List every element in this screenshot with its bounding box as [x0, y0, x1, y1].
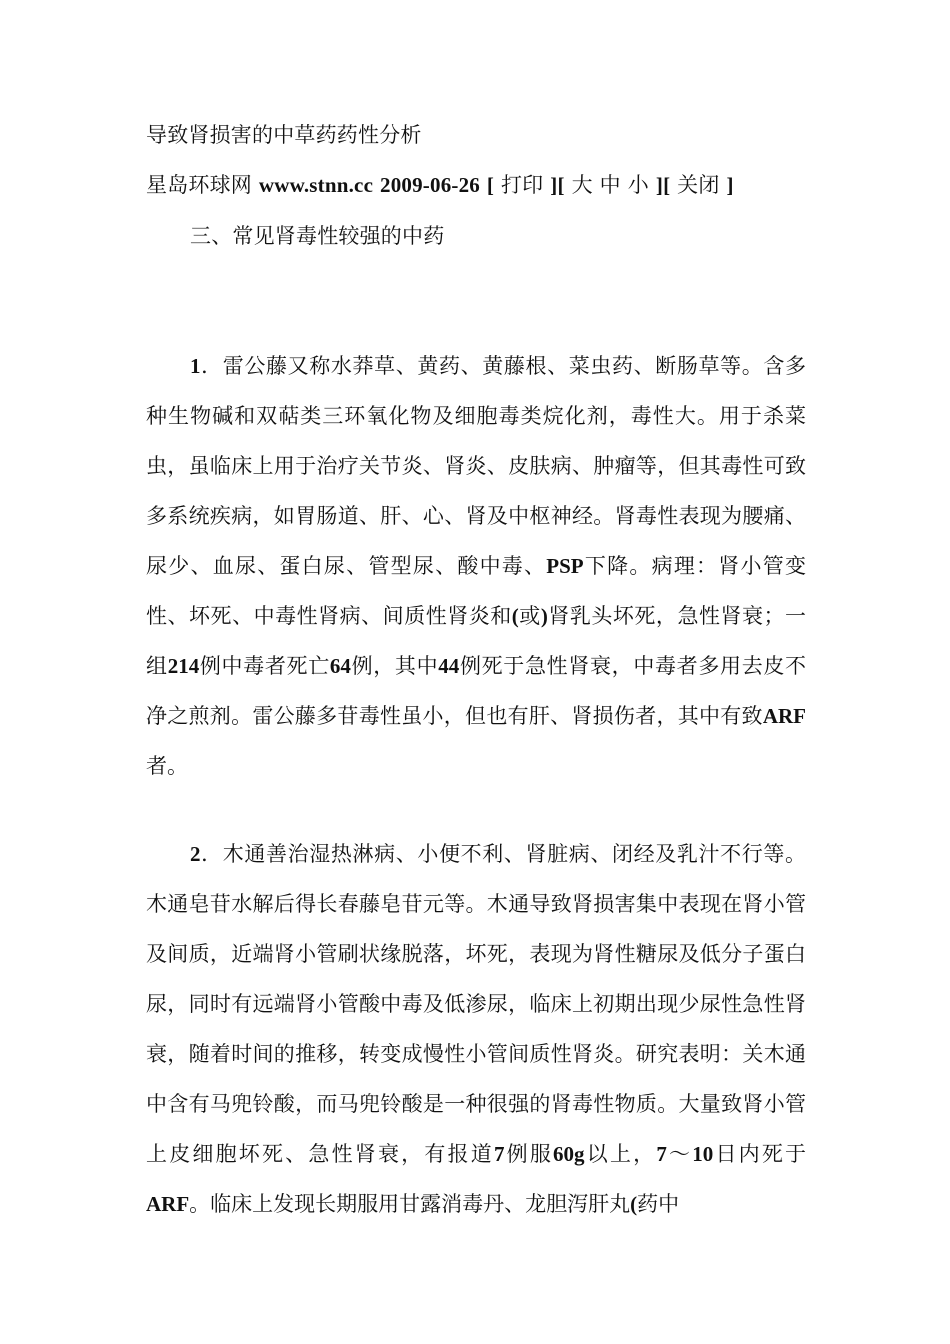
paragraph: [146, 341, 806, 791]
source-line: [146, 170, 734, 200]
paragraph-text-run: 214: [167, 654, 200, 678]
paragraph-text-run: PSP: [546, 554, 584, 578]
paragraph-number: 2: [190, 842, 201, 866]
paragraph: [146, 829, 806, 1229]
paragraph-text-run: ): [540, 604, 548, 628]
paragraph-text-run: 以上，: [584, 1142, 657, 1166]
paragraph-text-run: 10: [692, 1142, 714, 1166]
font-size-medium-link[interactable]: 中: [599, 173, 621, 197]
publish-date: 2009-06-26: [380, 173, 480, 197]
paragraph-number: 1: [190, 354, 201, 378]
paragraph-text-run: 60g: [553, 1142, 585, 1166]
paragraph-text-run: ARF: [762, 704, 806, 728]
paragraph-text-run: ．雷公藤又称水莽草、黄药、黄藤根、菜虫药、断肠草等。含多种生物碱和双萜类三环氧化物及细胞毒类烷化剂，毒性大。用于杀菜虫，虽临床上用于治疗关节炎、肾炎、皮肤病、肿瘤等，但其毒性可致多系统疾病，如胃肠道、肝、心、肾及中枢神经。肾毒性表现为腰痛、尿少、血尿、蛋白尿、管型尿、酸中毒、: [146, 354, 806, 578]
paragraph-text-run: 44: [438, 654, 460, 678]
paragraph-text-run: 药中: [637, 1192, 680, 1216]
paragraph-text-run: 肾乳头坏死，急性肾衰；一组: [146, 604, 807, 678]
paragraph-text-run: ～: [666, 1142, 693, 1166]
bracket-close: ]: [550, 173, 558, 197]
paragraph-text-run: 7: [656, 1142, 667, 1166]
paragraph-text-run: 例服: [504, 1142, 554, 1166]
paragraph-text-run: ARF: [146, 1192, 190, 1216]
print-link[interactable]: 打印: [500, 173, 544, 197]
paragraph-text-run: 例死于急性肾衰，中毒者多用去皮不净之煎剂。雷公藤多苷毒性虽小，但也有肝、肾损伤者，其中有致: [146, 654, 807, 728]
paragraph-text-run: 日内死于: [713, 1142, 807, 1166]
font-size-large-link[interactable]: 大: [571, 173, 593, 197]
source-name: 星岛环球网: [146, 173, 252, 197]
bracket-close: ]: [655, 173, 664, 197]
bracket-open: [: [557, 173, 565, 197]
section-heading: 三、常见肾毒性较强的中药: [190, 224, 445, 248]
paragraph-text-run: 者。: [146, 754, 188, 778]
paragraph-text-run: (: [630, 1192, 638, 1216]
paragraph-text-run: ．木通善治湿热淋病、小便不利、肾脏病、闭经及乳汁不行等。木通皂苷水解后得长春藤皂苷元等。木通导致肾损害集中表现在肾小管及间质，近端肾小管刷状缘脱落，坏死，表现为肾性糖尿及低分子蛋白尿，同时有远端肾小管酸中毒及低渗尿，临床上初期出现少尿性急性肾衰，随着时间的推移，转变成慢性小管间质性肾炎。研究表明：关木通中含有马兜铃酸，而马兜铃酸是一种很强的肾毒性物质。大量致肾小管上皮细胞坏死、急性肾衰，有报道: [146, 842, 806, 1166]
paragraph-text-run: 7: [493, 1142, 505, 1166]
paragraph-text-run: (: [511, 604, 519, 628]
source-site: www.stnn.cc: [258, 173, 374, 197]
paragraph-text-run: 64: [329, 654, 351, 678]
paragraph-text-run: 例，其中: [350, 654, 439, 678]
bracket-open: [: [486, 173, 495, 197]
paragraph-text-run: 或: [518, 604, 541, 628]
close-link[interactable]: 关闭: [677, 173, 720, 197]
paragraph-text-run: 例中毒者死亡: [199, 654, 330, 678]
paragraph-text-run: 。临床上发现长期服用甘露消毒丹、龙胆泻肝丸: [189, 1192, 631, 1216]
font-size-small-link[interactable]: 小: [627, 173, 649, 197]
paragraph-text-run: 下降。病理：肾小管变性、坏死、中毒性肾病、间质性肾炎和: [146, 554, 807, 628]
bracket-close: ]: [726, 173, 734, 197]
article-title: 导致肾损害的中草药药性分析: [146, 123, 422, 147]
bracket-open: [: [663, 173, 671, 197]
